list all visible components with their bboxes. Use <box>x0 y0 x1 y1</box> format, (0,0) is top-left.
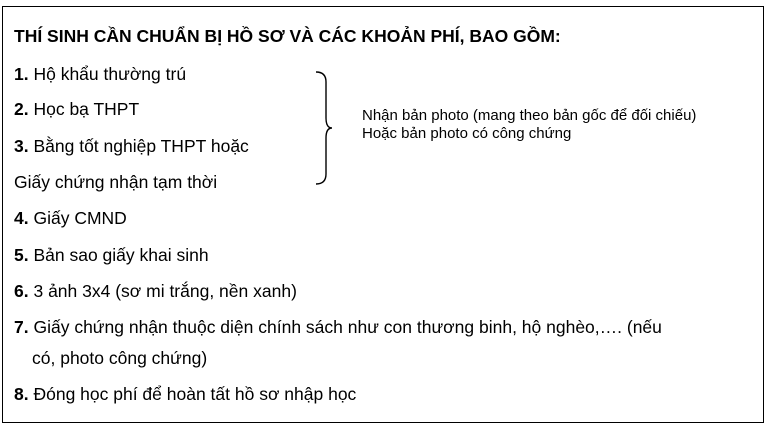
item-text: 3 ảnh 3x4 (sơ mi trắng, nền xanh) <box>28 281 297 301</box>
list-item <box>14 281 297 302</box>
brace-note-line-1: Nhận bản photo (mang theo bản gốc để đối chiếu) <box>362 107 697 124</box>
item-text: Giấy CMND <box>28 208 127 228</box>
list-item-continuation <box>14 172 217 193</box>
item-text: Giấy chứng nhận tạm thời <box>14 172 218 192</box>
item-number: 8. <box>14 384 29 404</box>
item-text: Bằng tốt nghiệp THPT hoặc <box>28 136 249 156</box>
item-number: 3. <box>14 136 29 156</box>
right-brace-icon <box>312 68 336 188</box>
page-title: THÍ SINH CẦN CHUẨN BỊ HỒ SƠ VÀ CÁC KHOẢN PHÍ, BAO GỒM: <box>14 26 561 46</box>
list-item <box>14 208 127 229</box>
item-text: Giấy chứng nhận thuộc diện chính sách như con thương binh, hộ nghèo,…. (nếu <box>28 317 662 337</box>
list-item <box>14 136 249 157</box>
item-number: 5. <box>14 245 29 265</box>
list-item <box>14 64 186 85</box>
item-number: 7. <box>14 317 29 337</box>
item-text: có, photo công chứng) <box>32 348 208 368</box>
list-item <box>14 99 139 120</box>
item-text: Học bạ THPT <box>28 99 140 119</box>
list-item <box>14 317 662 338</box>
list-item <box>14 245 209 266</box>
list-item-continuation <box>32 348 207 369</box>
brace-note-line-2: Hoặc bản photo có công chứng <box>362 125 572 142</box>
item-text: Đóng học phí để hoàn tất hồ sơ nhập học <box>28 384 357 404</box>
item-number: 1. <box>14 64 29 84</box>
list-item <box>14 384 356 405</box>
item-text: Bản sao giấy khai sinh <box>28 245 209 265</box>
item-number: 6. <box>14 281 29 301</box>
item-number: 4. <box>14 208 29 228</box>
item-text: Hộ khẩu thường trú <box>28 64 187 84</box>
item-number: 2. <box>14 99 29 119</box>
